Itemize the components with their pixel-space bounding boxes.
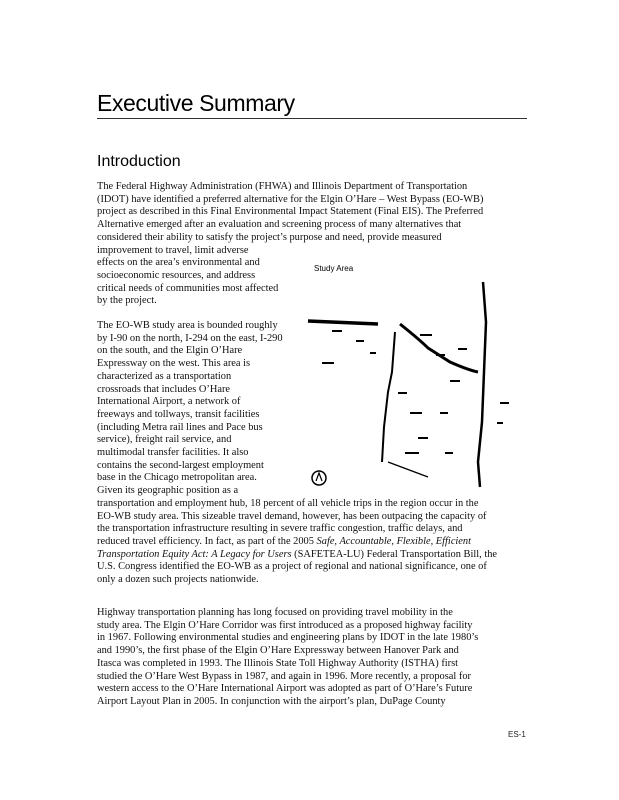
text-line: crossroads that includes O’Hare <box>97 383 231 395</box>
text-line: The EO-WB study area is bounded roughly <box>97 320 278 331</box>
study-area-paragraph <box>97 320 498 587</box>
text-line: study area. The Elgin O’Hare Corridor was first introduced as a proposed highway facility <box>97 619 473 631</box>
text-line: The Federal Highway Administration (FHWA) and Illinois Department of Transportation <box>97 181 468 192</box>
map-road-north <box>308 321 378 324</box>
text-line: freeways and tollways, transit facilities <box>97 408 260 420</box>
text-line: contains the second-largest employment <box>97 459 264 471</box>
text-line: project as described in this Final Environmental Impact Statement (Final EIS). The Preferred <box>97 206 484 218</box>
text-line: studied the O’Hare West Bypass in 1987, and again in 1996. More recently, a proposal for <box>97 670 472 682</box>
text-line: only a dozen such projects nationwide. <box>97 574 259 586</box>
north-arrow-icon <box>312 471 326 485</box>
text-line: western access to the O’Hare International Airport was adopted as part of O’Hare’s Future <box>97 683 473 695</box>
text-line: (including Metra rail lines and Pace bus <box>97 421 263 433</box>
text-line: the transportation infrastructure resulting in severe traffic congestion, traffic delays, and <box>97 523 463 535</box>
text-line: critical needs of communities most affected <box>97 282 279 294</box>
text-line: International Airport, a network of <box>97 396 241 408</box>
map-graphic <box>300 262 530 502</box>
map-title: Study Area <box>314 264 354 273</box>
title-divider <box>97 118 527 119</box>
text-run-italic: Transportation Equity Act: A Legacy for Users <box>97 548 292 560</box>
text-line: and 1990’s, the first phase of the Elgin O’Hare Expressway between Hanover Park and <box>97 645 459 657</box>
text-line: on the south, and the Elgin O’Hare <box>97 345 243 357</box>
text-run: (SAFETEA-LU) Federal Transportation Bill, the <box>291 548 498 560</box>
study-area-map <box>300 262 530 502</box>
text-line: multimodal transfer facilities. It also <box>97 447 249 459</box>
text-line: Expressway on the west. This area is <box>97 358 251 370</box>
text-line: in 1967. Following environmental studies and engineering plans by IDOT in the late 1980’s <box>97 632 479 644</box>
text-line: Alternative emerged after an evaluation and screening process of many alternatives that <box>97 219 462 231</box>
text-line: Airport Layout Plan in 2005. In conjunction with the airport’s plan, DuPage County <box>97 695 446 707</box>
text-run-italic: Safe, Accountable, Flexible, Efficient <box>316 535 472 547</box>
history-paragraph <box>97 607 527 709</box>
text-line: socioeconomic resources, and address <box>97 269 256 281</box>
text-line: Highway transportation planning has long focused on providing travel mobility in the <box>97 607 453 618</box>
text-run: reduced travel efficiency. In fact, as part of the 2005 <box>97 535 317 547</box>
page-title: Executive Summary <box>97 90 295 116</box>
text-line: effects on the area’s environmental and <box>97 257 260 269</box>
text-line: (IDOT) have identified a preferred alternative for the Elgin O’Hare – West Bypass (EO-WB) <box>97 193 484 205</box>
map-road-south <box>388 462 428 477</box>
text-line: transportation and employment hub, 18 percent of all vehicle trips in the region occur in the <box>97 497 479 509</box>
text-line <box>97 548 498 562</box>
map-road-west <box>382 332 395 462</box>
text-line: service), freight rail service, and <box>97 434 232 446</box>
text-line: Itasca was completed in 1993. The Illinois State Toll Highway Authority (ISTHA) first <box>97 657 459 669</box>
text-line: characterized as a transportation <box>97 370 232 382</box>
text-line: improvement to travel, limit adverse <box>97 244 249 256</box>
map-road-east <box>478 282 486 487</box>
text-line: U.S. Congress identified the EO-WB as a project of regional and national significance, one of <box>97 561 487 573</box>
text-line: Given its geographic position as a <box>97 485 239 497</box>
text-line: EO-WB study area. This sizeable travel demand, however, has been outpacing the capacity of <box>97 510 487 522</box>
text-line: by the project. <box>97 295 157 307</box>
section-heading: Introduction <box>97 153 181 170</box>
text-line <box>97 535 472 549</box>
text-line: base in the Chicago metropolitan area. <box>97 472 257 484</box>
text-line: by I-90 on the north, I-294 on the east, I-290 <box>97 332 283 344</box>
page-number: ES-1 <box>508 730 526 739</box>
text-line: considered their ability to satisfy the project’s purpose and need, provide measured <box>97 231 442 243</box>
